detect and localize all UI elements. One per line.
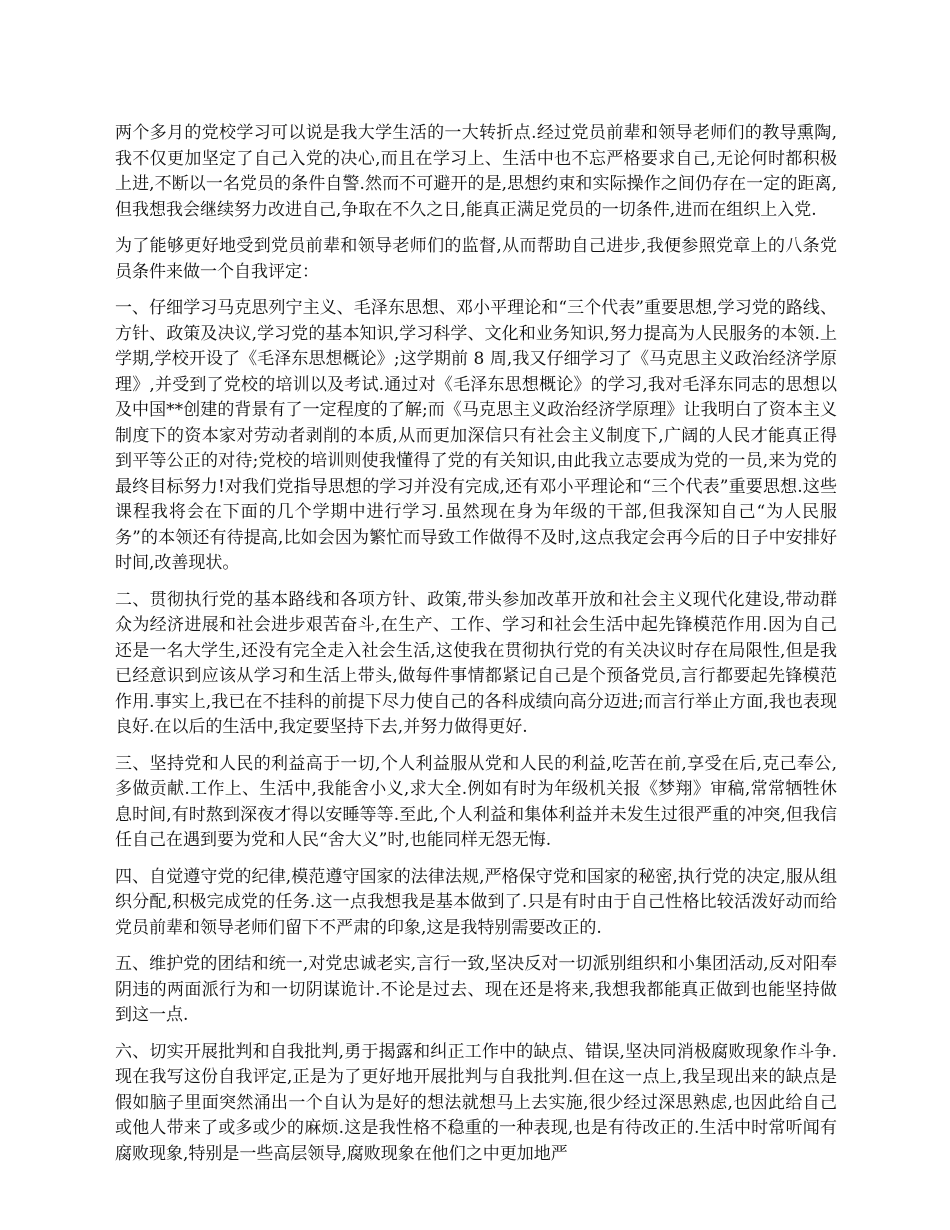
paragraph-purpose: 为了能够更好地受到党员前辈和领导老师们的监督,从而帮助自己进步,我便参照党章上的八条党员条件来做一个自我评定：	[115, 236, 837, 282]
paragraph-item-1: 一、仔细学习马克思列宁主义、毛泽东思想、邓小平理论和“三个代表”重要思想,学习党的路线、方针、政策及决议,学习党的基本知识,学习科学、文化和业务知识,努力提高为人民服务的本领.上学期,学校开设了《毛泽东思想概论》;这学期前 8 周,我又仔细学习了《马克思主义政治经济学原理》,并受到了党校的培训以及考试.通过对《毛泽东思想概论》的学习,我对毛泽东同志的思想以及中国**创建的背景有了一定程度的了解;而《马克思主义政治经济学原理》让我明白了资本主义制度下的资本家对劳动者剥削的本质,从而更加深信只有社会主义制度下,广阔的人民才能真正得到平等公正的对待;党校的培训则使我懂得了党的有关知识,由此我立志要成为党的一员,来为党的最终目标努力!对我们党指导思想的学习并没有完成,还有邓小平理论和“三个代表”重要思想.这些课程我将会在下面的几个学期中进行学习.虽然现在身为年级的干部,但我深知自己“为人民服务”的本领还有待提高,比如会因为繁忙而导致工作做得不及时,这点我定会再今后的日子中安排好时间,改善现状。	[115, 298, 837, 573]
paragraph-item-6: 六、切实开展批判和自我批判,勇于揭露和纠正工作中的缺点、错误,坚决同消极腐败现象作斗争.现在我写这份自我评定,正是为了更好地开展批判与自我批判.但在这一点上,我呈现出来的缺点是假如脑子里面突然涌出一个自认为是好的想法就想马上去实施,很少经过深思熟虑,也因此给自己或他人带来了或多或少的麻烦.这是我性格不稳重的一种表现,也是有待改正的.生活中时常听闻有腐败现象,特别是一些高层领导,腐败现象在他们之中更加地严	[115, 1041, 837, 1164]
paragraph-item-3: 三、坚持党和人民的利益高于一切,个人利益服从党和人民的利益,吃苦在前,享受在后,克己奉公,多做贡献.工作上、生活中,我能舍小义,求大全.例如有时为年级机关报《梦翔》审稿,常常牺牲休息时间,有时熬到深夜才得以安睡等等.至此,个人利益和集体利益并未发生过很严重的冲突,但我信任自己在遇到要为党和人民“舍大义”时,也能同样无怨无悔.	[115, 753, 837, 850]
paragraph-intro: 两个多月的党校学习可以说是我大学生活的一大转折点.经过党员前辈和领导老师们的教导熏陶,我不仅更加坚定了自己入党的决心,而且在学习上、生活中也不忘严格要求自己,无论何时都积极上进,不断以一名党员的条件自警.然而不可避开的是,思想约束和实际操作之间仍存在一定的距离,但我想我会继续努力改进自己,争取在不久之日,能真正满足党员的一切条件,进而在组织上入党.	[115, 123, 837, 220]
paragraph-item-4: 四、自觉遵守党的纪律,模范遵守国家的法律法规,严格保守党和国家的秘密,执行党的决定,服从组织分配,积极完成党的任务.这一点我想我是基本做到了.只是有时由于自己性格比较活泼好动而给党员前辈和领导老师们留下不严肃的印象,这是我特别需要改正的.	[115, 866, 837, 938]
paragraph-item-2: 二、贯彻执行党的基本路线和各项方针、政策,带头参加改革开放和社会主义现代化建设,带动群众为经济进展和社会进步艰苦奋斗,在生产、工作、学习和社会生活中起先锋模范作用.因为自己还是一名大学生,还没有完全走入社会生活,这使我在贯彻执行党的有关决议时存在局限性,但是我已经意识到应该从学习和生活上带头,做每件事情都紧记自己是个预备党员,言行都要起先锋模范作用.事实上,我已在不挂科的前提下尽力使自己的各科成绩向高分迈进;而言行举止方面,我也表现良好.在以后的生活中,我定要坚持下去,并努力做得更好.	[115, 589, 837, 737]
document-body	[115, 121, 837, 1178]
paragraph-item-5: 五、维护党的团结和统一,对党忠诚老实,言行一致,坚决反对一切派别组织和小集团活动,反对阳奉阴违的两面派行为和一切阴谋诡计.不论是过去、现在还是将来,我想我都能真正做到也能坚持做到这一点.	[115, 954, 837, 1025]
